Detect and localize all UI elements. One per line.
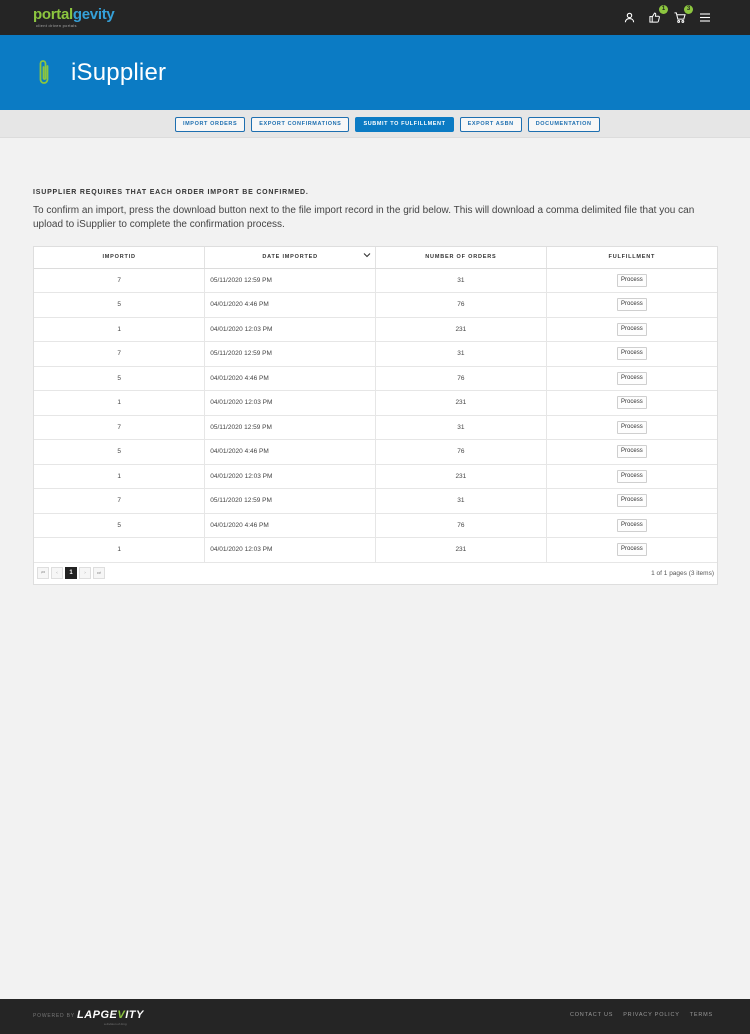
top-icons xyxy=(622,6,712,25)
cell-fulfillment xyxy=(546,415,717,440)
cell-date-imported: 04/01/2020 4:46 PM xyxy=(205,513,376,538)
cell-importid: 7 xyxy=(34,342,205,367)
tab-bar xyxy=(0,110,750,138)
imports-table xyxy=(34,247,717,563)
cell-importid: 1 xyxy=(34,464,205,489)
process-button[interactable]: Process xyxy=(617,470,647,483)
footer-links xyxy=(570,1012,713,1018)
cell-fulfillment xyxy=(546,317,717,342)
cell-importid: 5 xyxy=(34,366,205,391)
cart-icon[interactable] xyxy=(672,6,691,25)
cell-fulfillment xyxy=(546,440,717,465)
tab-documentation[interactable]: DOCUMENTATION xyxy=(528,117,600,132)
sort-descending-icon[interactable] xyxy=(363,252,371,260)
column-header-importid[interactable]: IMPORTID xyxy=(34,247,205,268)
cell-importid: 1 xyxy=(34,317,205,342)
cell-date-imported: 05/11/2020 12:59 PM xyxy=(205,342,376,367)
pager-next-button[interactable]: › xyxy=(79,567,91,579)
imports-grid xyxy=(33,246,718,585)
footer-link-terms[interactable]: TERMS xyxy=(689,1012,713,1018)
table-row xyxy=(34,366,717,391)
table-row xyxy=(34,415,717,440)
cell-number-of-orders: 76 xyxy=(376,293,547,318)
tab-submit-to-fulfillment[interactable]: SUBMIT TO FULFILLMENT xyxy=(355,117,453,132)
cell-fulfillment xyxy=(546,513,717,538)
table-row xyxy=(34,391,717,416)
page-title: iSupplier xyxy=(71,59,167,86)
paperclip-icon xyxy=(37,58,51,91)
tab-export-asbn[interactable]: EXPORT ASBN xyxy=(460,117,522,132)
table-header-row xyxy=(34,247,717,268)
process-button[interactable]: Process xyxy=(617,274,647,287)
cell-fulfillment xyxy=(546,538,717,563)
cell-date-imported: 05/11/2020 12:59 PM xyxy=(205,268,376,293)
cell-date-imported: 04/01/2020 4:46 PM xyxy=(205,366,376,391)
cell-fulfillment xyxy=(546,342,717,367)
cell-importid: 1 xyxy=(34,391,205,416)
cell-number-of-orders: 231 xyxy=(376,391,547,416)
cell-date-imported: 04/01/2020 4:46 PM xyxy=(205,293,376,318)
table-row xyxy=(34,342,717,367)
intro-heading: ISUPPLIER REQUIRES THAT EACH ORDER IMPORT BE CONFIRMED. xyxy=(33,189,309,196)
footer xyxy=(0,999,750,1034)
process-button[interactable]: Process xyxy=(617,494,647,507)
cell-number-of-orders: 76 xyxy=(376,440,547,465)
thumbs-up-icon[interactable] xyxy=(647,6,666,25)
cell-date-imported: 04/01/2020 4:46 PM xyxy=(205,440,376,465)
process-button[interactable]: Process xyxy=(617,519,647,532)
cell-date-imported: 05/11/2020 12:59 PM xyxy=(205,415,376,440)
table-row xyxy=(34,489,717,514)
column-header-fulfillment[interactable]: FULFILLMENT xyxy=(546,247,717,268)
cell-importid: 5 xyxy=(34,293,205,318)
column-header-date-imported[interactable] xyxy=(205,247,376,268)
cell-fulfillment xyxy=(546,391,717,416)
thumbs-up-badge: 1 xyxy=(659,5,668,14)
column-header-label: DATE IMPORTED xyxy=(262,254,318,261)
tab-export-confirmations[interactable]: EXPORT CONFIRMATIONS xyxy=(251,117,349,132)
cell-fulfillment xyxy=(546,464,717,489)
user-icon[interactable] xyxy=(622,10,637,25)
pager-last-button[interactable]: ⏭ xyxy=(93,567,105,579)
top-bar xyxy=(0,0,750,35)
footer-link-contact-us[interactable]: CONTACT US xyxy=(569,1012,614,1018)
cell-number-of-orders: 231 xyxy=(376,464,547,489)
process-button[interactable]: Process xyxy=(617,421,647,434)
cell-importid: 5 xyxy=(34,440,205,465)
cell-importid: 7 xyxy=(34,415,205,440)
logo-tagline: client driven portals xyxy=(36,23,77,28)
pager-first-button[interactable]: ⏮ xyxy=(37,567,49,579)
process-button[interactable]: Process xyxy=(617,543,647,556)
intro-text: To confirm an import, press the download button next to the file import record in the grid below. This will download a comma delimited file that you can upload to iSupplier to complete the confirmation process. xyxy=(33,205,695,230)
table-row xyxy=(34,440,717,465)
process-button[interactable]: Process xyxy=(617,298,647,311)
pager xyxy=(37,567,105,579)
footer-link-privacy-policy[interactable]: PRIVACY POLICY xyxy=(623,1012,680,1018)
cell-date-imported: 04/01/2020 12:03 PM xyxy=(205,317,376,342)
cell-importid: 5 xyxy=(34,513,205,538)
cell-importid: 1 xyxy=(34,538,205,563)
cell-fulfillment xyxy=(546,293,717,318)
table-body xyxy=(34,268,717,562)
cell-date-imported: 04/01/2020 12:03 PM xyxy=(205,391,376,416)
pager-page-1[interactable]: 1 xyxy=(65,567,77,579)
table-row xyxy=(34,317,717,342)
lapgevity-logo[interactable]: LAPGEVITY xyxy=(77,1009,144,1021)
cell-number-of-orders: 76 xyxy=(376,513,547,538)
cell-fulfillment xyxy=(546,268,717,293)
cell-date-imported: 04/01/2020 12:03 PM xyxy=(205,538,376,563)
table-row xyxy=(34,464,717,489)
column-header-number-of-orders[interactable]: NUMBER OF ORDERS xyxy=(376,247,547,268)
pager-prev-button[interactable]: ‹ xyxy=(51,567,63,579)
process-button[interactable]: Process xyxy=(617,445,647,458)
cart-badge: 3 xyxy=(684,5,693,14)
table-row xyxy=(34,268,717,293)
brand-subtitle: a division of dmg xyxy=(104,1022,127,1026)
cell-number-of-orders: 231 xyxy=(376,317,547,342)
tab-import-orders[interactable]: IMPORT ORDERS xyxy=(175,117,245,132)
portalgevity-logo[interactable] xyxy=(33,8,114,28)
cell-importid: 7 xyxy=(34,489,205,514)
cell-number-of-orders: 76 xyxy=(376,366,547,391)
cell-number-of-orders: 231 xyxy=(376,538,547,563)
menu-icon[interactable] xyxy=(697,10,712,25)
pager-info: 1 of 1 pages (3 items) xyxy=(651,570,714,577)
process-button[interactable]: Process xyxy=(617,347,647,360)
process-button[interactable]: Process xyxy=(617,372,647,385)
powered-by-label: POWERED BY xyxy=(33,1013,75,1019)
process-button[interactable]: Process xyxy=(617,323,647,336)
cell-importid: 7 xyxy=(34,268,205,293)
cell-number-of-orders: 31 xyxy=(376,415,547,440)
cell-number-of-orders: 31 xyxy=(376,342,547,367)
table-row xyxy=(34,513,717,538)
page-header xyxy=(0,35,750,110)
logo-wordmark: portalgevity xyxy=(33,6,115,23)
cell-date-imported: 05/11/2020 12:59 PM xyxy=(205,489,376,514)
cell-number-of-orders: 31 xyxy=(376,489,547,514)
cell-fulfillment xyxy=(546,489,717,514)
process-button[interactable]: Process xyxy=(617,396,647,409)
table-row xyxy=(34,293,717,318)
cell-number-of-orders: 31 xyxy=(376,268,547,293)
cell-date-imported: 04/01/2020 12:03 PM xyxy=(205,464,376,489)
cell-fulfillment xyxy=(546,366,717,391)
table-row xyxy=(34,538,717,563)
